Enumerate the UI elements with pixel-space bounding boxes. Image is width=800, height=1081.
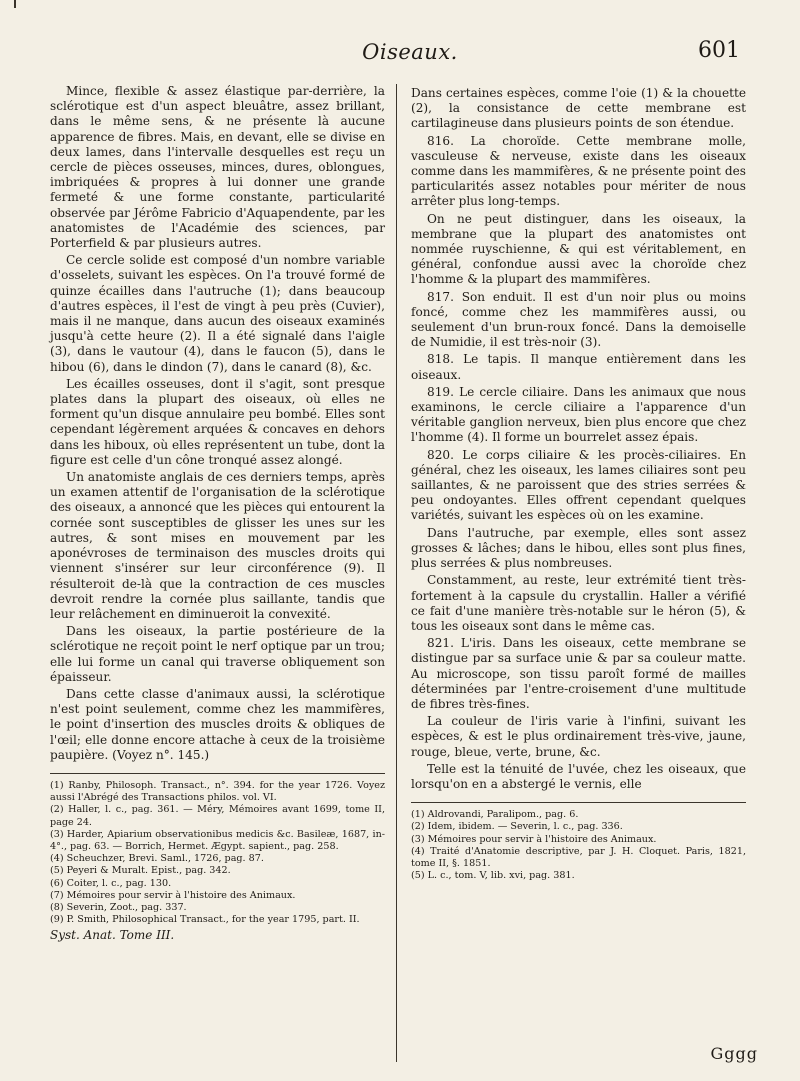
footnote-rule — [411, 802, 746, 803]
paragraph: Les écailles osseuses, dont il s'agit, sont presque plates dans la plupart des oiseaux, où elles ne forment qu'un disque annulaire peu bombé. Elles sont cependant légèrement arquées & concaves en dehors dans les hiboux, où elles représentent un tube, dont la figure est celle d'un cône tronqué assez alongé. — [50, 376, 385, 467]
footnote: (5) Peyeri & Muralt. Epist., pag. 342. — [50, 865, 231, 877]
signature-line: Syst. Anat. Tome III. — [50, 928, 175, 943]
paragraph: 817. Son enduit. Il est d'un noir plus ou moins foncé, comme chez les mammifères aussi, ou seulement d'un brun-roux foncé. Dans la demoiselle de Numidie, il est très-noir (3). — [411, 289, 746, 350]
paragraph: Ce cercle solide est composé d'un nombre variable d'osselets, suivant les espèces. On l'a trouvé formé de quinze écailles dans l'autruche (1); dans beaucoup d'autres espèces, il l'est de vingt à peu près (Cuvier), mais il ne manque, dans aucun des oiseaux examinés jusqu'à cette heure (2). Il a été signalé dans l'aigle (3), dans le vautour (4), dans le faucon (5), dans le hibou (6), dans le dindon (7), dans le canard (8), &c. — [50, 253, 385, 374]
footnote: (2) Idem, ibidem. — Severin, l. c., pag. 336. — [411, 821, 623, 833]
page-number: 601 — [698, 38, 740, 63]
paragraph: Dans certaines espèces, comme l'oie (1) & la chouette (2), la consistance de cette membrane est cartilagineuse dans plusieurs points de son étendue. — [411, 86, 746, 131]
footnote: (2) Haller, l. c., pag. 361. — Méry, Mémoires avant 1699, tome II, page 24. — [50, 804, 385, 828]
paragraph: Constamment, au reste, leur extrémité tient très-fortement à la capsule du crystallin. Haller a vérifié ce fait d'une manière très-notable sur le héron (5), & tous les oiseaux sont dans le même cas. — [411, 573, 746, 633]
footnote: (5) L. c., tom. V, lib. xvi, pag. 381. — [411, 870, 575, 882]
footnote: (4) Scheuchzer, Brevi. Saml., 1726, pag. 87. — [50, 853, 264, 865]
left-column — [50, 84, 385, 944]
paragraph: Un anatomiste anglais de ces derniers temps, après un examen attentif de l'organisation de la sclérotique des oiseaux, a annoncé que les pièces qui entourent la cornée sont susceptibles de glisser les unes sur les autres, & sont mises en mouvement par les aponévroses de terminaison des muscles droits qui viennent s'insérer sur leur circonférence (9). Il résulteroit de-là que la contraction de ces muscles devroit rendre la cornée plus saillante, tandis que leur relâchement en diminueroit la convexité. — [50, 470, 385, 621]
paragraph: La couleur de l'iris varie à l'infini, suivant les espèces, & est le plus ordinairement très-vive, jaune, rouge, bleue, verte, brune, &c. — [411, 714, 746, 759]
signature-mark: Gggg — [710, 1044, 758, 1063]
paragraph: Dans les oiseaux, la partie postérieure de la sclérotique ne reçoit point le nerf optique par un trou; elle lui forme un canal qui traverse obliquement son épaisseur. — [50, 624, 385, 684]
footnote: (3) Mémoires pour servir à l'histoire des Animaux. — [411, 833, 657, 845]
paragraph: 816. La choroïde. Cette membrane molle, vasculeuse & nerveuse, existe dans les oiseaux comme dans les mammifères, & ne présente point des particularités assez notables pour mériter de nous arrêter plus long-temps. — [411, 133, 746, 209]
footnote: (3) Harder, Apiarium observationibus medicis &c. Basileæ, 1687, in-4°., pag. 63. — Borrich, Hermet. Ægypt. sapient., pag. 258. — [50, 828, 385, 852]
column-divider — [396, 84, 397, 1062]
footnote: (6) Coiter, l. c., pag. 130. — [50, 877, 172, 889]
paragraph: 819. Le cercle ciliaire. Dans les animaux que nous examinons, le cercle ciliaire a l'apparence d'un véritable ganglion nerveux, bien plus encore que chez l'homme (4). Il forme un bourrelet assez épais. — [411, 384, 746, 445]
footnote-rule — [50, 773, 385, 774]
footnote: (1) Aldrovandi, Paralipom., pag. 6. — [411, 809, 579, 821]
page-header — [60, 34, 760, 74]
paragraph: Dans l'autruche, par exemple, elles sont assez grosses & lâches; dans le hibou, elles sont plus fines, plus serrées & plus nombreuses. — [411, 525, 746, 571]
paragraph: 818. Le tapis. Il manque entièrement dans les oiseaux. — [411, 352, 746, 382]
paragraph: Mince, flexible & assez élastique par-derrière, la sclérotique est d'un aspect bleuâtre, assez brillant, dans le même sens, & ne présente là aucune apparence de fibres. Mais, en devant, elle se divise en deux lames, dans l'intervalle desquelles est reçu un cercle de pièces osseuses, minces, dures, oblongues, imbriquées & propres à lui donner une grande fermeté & une forme constante, particularité observée par Jérôme Fabricio d'Aquapendente, par les anatomistes de l'Académie des sciences, par Porterfield & par plusieurs autres. — [50, 84, 385, 251]
footnote: (7) Mémoires pour servir à l'histoire des Animaux. — [50, 889, 296, 901]
paragraph: 820. Le corps ciliaire & les procès-ciliaires. En général, chez les oiseaux, les lames ciliaires sont peu saillantes, & ne paroissent que des stries serrées & peu ondoyantes. Elles offrent cependant quelques variétés, suivant les espèces où on les examine. — [411, 447, 746, 523]
edge-mark — [14, 0, 16, 8]
paragraph: On ne peut distinguer, dans les oiseaux, la membrane que la plupart des anatomistes ont nommée ruyschienne, & qui est véritablement, en général, confondue aussi avec la choroïde chez l'homme & la plupart des mammifères. — [411, 211, 746, 287]
paragraph: Dans cette classe d'animaux aussi, la sclérotique n'est point seulement, comme chez les mammifères, le point d'insertion des muscles droits & obliques de l'œil; elle donne encore attache à ceux de la troisième paupière. (Voyez n°. 145.) — [50, 686, 385, 762]
right-column — [411, 86, 746, 882]
footnote: (4) Traité d'Anatomie descriptive, par J. H. Cloquet. Paris, 1821, tome II, §. 1851. — [411, 845, 746, 869]
running-title: Oiseaux. — [362, 40, 458, 64]
paragraph: Telle est la ténuité de l'uvée, chez les oiseaux, que lorsqu'on en a abstergé le vernis, elle — [411, 761, 746, 791]
paragraph: 821. L'iris. Dans les oiseaux, cette membrane se distingue par sa surface unie & par sa couleur matte. Au microscope, son tissu paroît formé de mailles déterminées par l'entre-croisement d'une multitude de fibres très-fines. — [411, 636, 746, 711]
footnote: (8) Severin, Zoot., pag. 337. — [50, 901, 187, 913]
footnote: (1) Ranby, Philosoph. Transact., n°. 394. for the year 1726. Voyez aussi l'Abrégé des Transactions philos. vol. VI. — [50, 779, 385, 804]
footnote: (9) P. Smith, Philosophical Transact., for the year 1795, part. II. — [50, 914, 360, 926]
